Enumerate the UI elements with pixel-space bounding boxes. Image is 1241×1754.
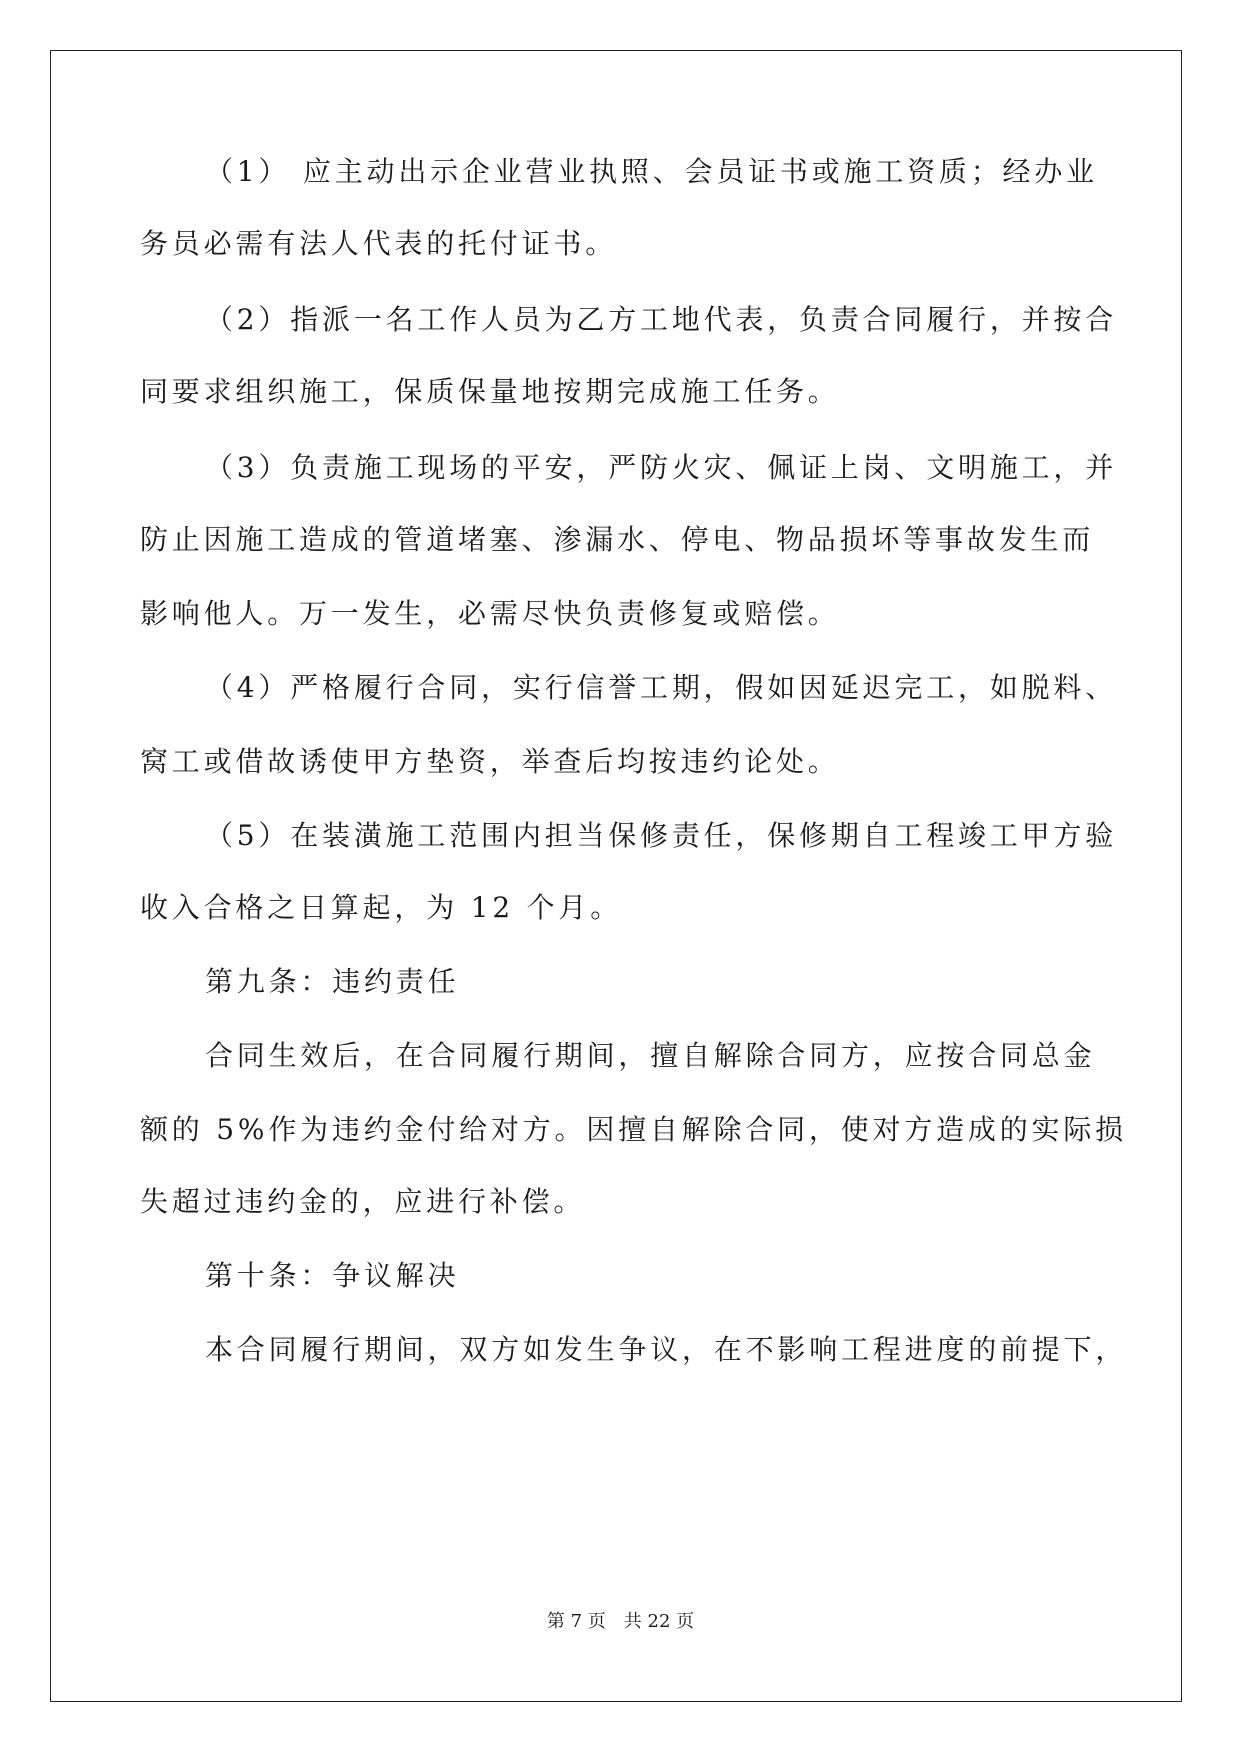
paragraph-line: （5）在装潢施工范围内担当保修责任，保修期自工程竣工甲方验 (205, 819, 1118, 852)
paragraph-line: 额的 5%作为违约金付给对方。因擅自解除合同，使对方造成的实际损 (140, 1113, 1127, 1146)
section-heading: 第十条：争议解决 (205, 1259, 460, 1292)
paragraph-line: 影响他人。万一发生，必需尽快负责修复或赔偿。 (140, 597, 840, 630)
paragraph-line: 失超过违约金的，应进行补偿。 (140, 1185, 586, 1218)
paragraph-line: 同要求组织施工，保质保量地按期完成施工任务。 (140, 375, 840, 408)
page-border (50, 50, 1182, 1702)
page-number-current: 第 7 页 (546, 1611, 606, 1632)
paragraph-line: 收入合格之日算起，为 12 个月。 (140, 891, 623, 924)
paragraph-line: （1） 应主动出示企业营业执照、会员证书或施工资质；经办业 (205, 155, 1098, 188)
page-footer (0, 1610, 1241, 1634)
paragraph-line: 务员必需有法人代表的托付证书。 (140, 227, 618, 260)
paragraph-line: （4）严格履行合同，实行信誉工期，假如因延迟完工，如脱料、 (205, 671, 1118, 704)
page-number-total: 共 22 页 (623, 1611, 695, 1632)
paragraph-line: 防止因施工造成的管道堵塞、渗漏水、停电、物品损坏等事故发生而 (140, 523, 1095, 556)
paragraph-line: （3）负责施工现场的平安，严防火灾、佩证上岗、文明施工，并 (205, 451, 1118, 484)
section-heading: 第九条：违约责任 (205, 965, 460, 998)
paragraph-line: （2）指派一名工作人员为乙方工地代表，负责合同履行，并按合 (205, 303, 1118, 336)
paragraph-line: 窝工或借故诱使甲方垫资，举查后均按违约论处。 (140, 745, 840, 778)
paragraph-line: 本合同履行期间，双方如发生争议，在不影响工程进度的前提下， (205, 1333, 1128, 1366)
paragraph-line: 合同生效后，在合同履行期间，擅自解除合同方，应按合同总金 (205, 1039, 1096, 1072)
